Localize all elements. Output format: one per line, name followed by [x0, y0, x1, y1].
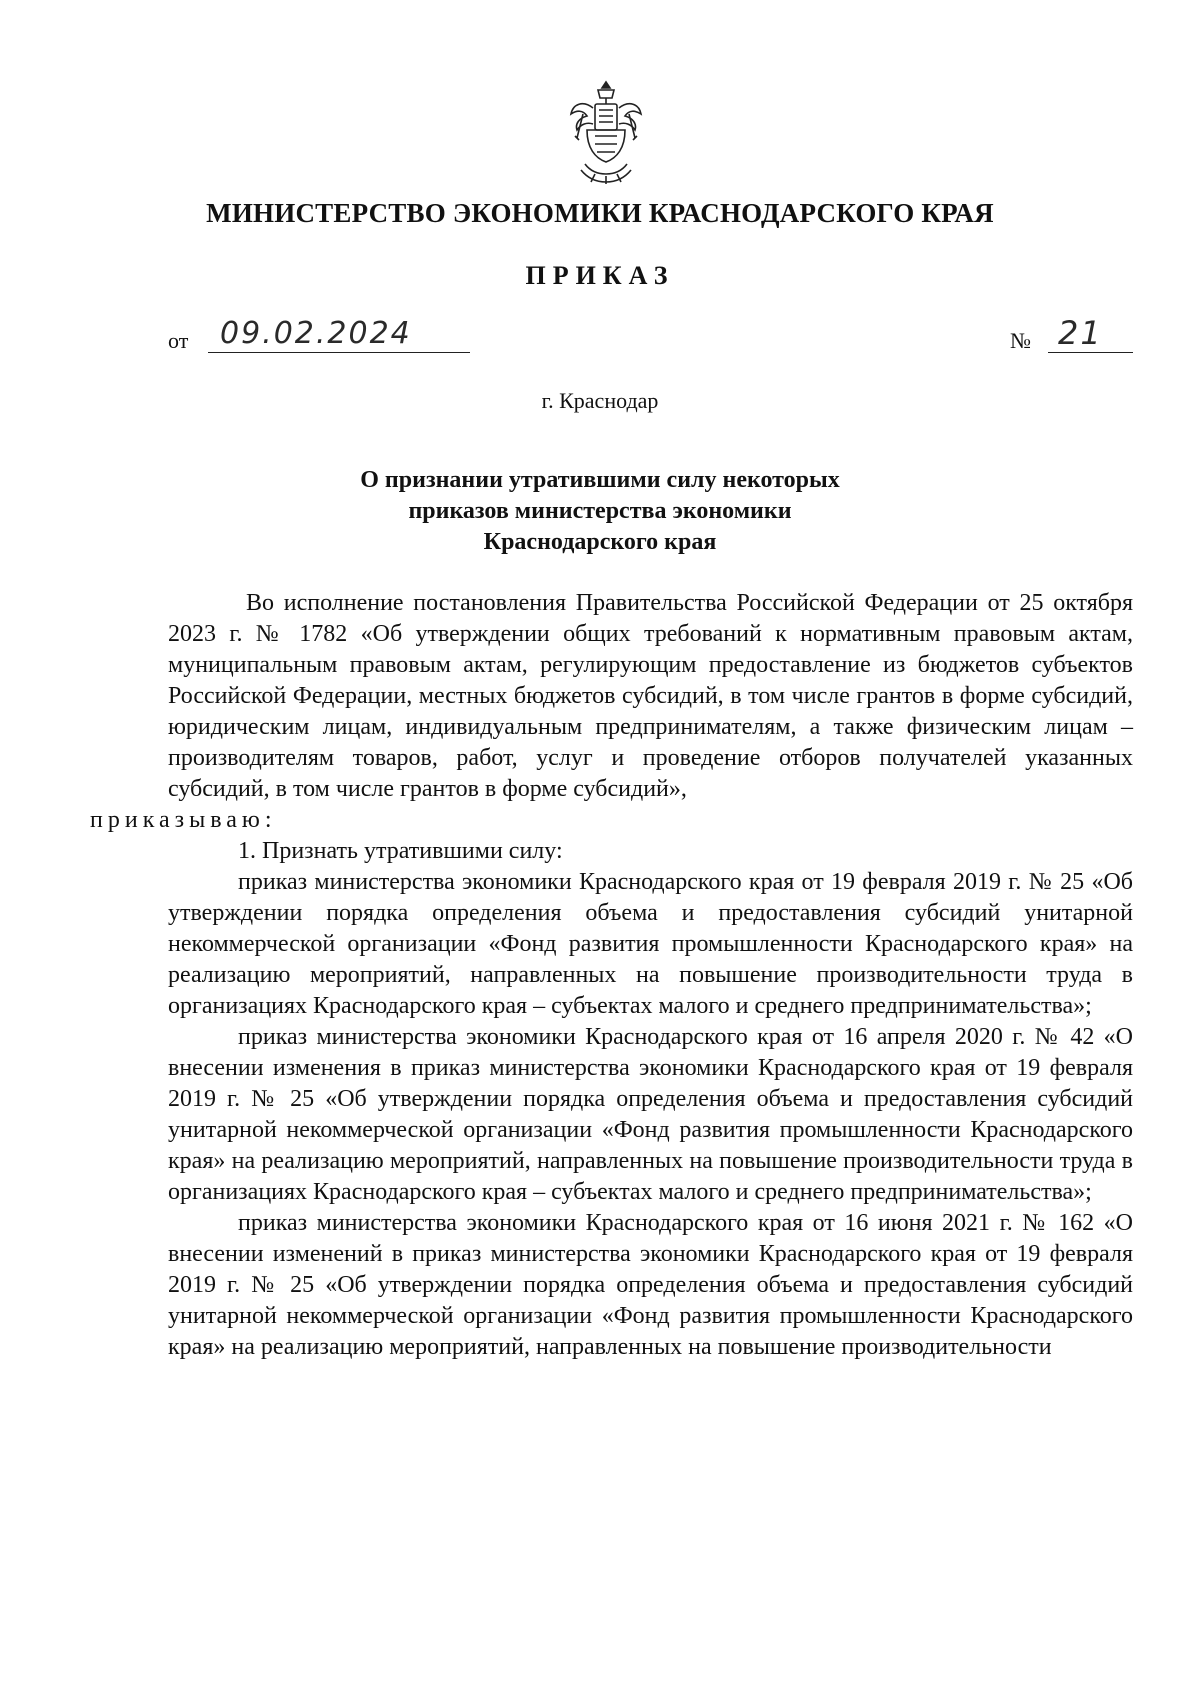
document-subject — [0, 465, 1200, 558]
repealed-order-3: приказ министерства экономики Краснодарского края от 16 июня 2021 г. № 162 «О внесении изменений в приказ министерства экономики Краснодарского края от 19 февраля 2019 г. № 25 «Об утверждении порядка определения объема и предоставления субсидий унитарной некоммерческой организации «Фонд развития промышленности Краснодарского края» на реализацию мероприятий, направленных на повышение производительности — [168, 1210, 1133, 1360]
preamble-text: Во исполнение постановления Правительства Российской Федерации от 25 октября 2023 г. № 1782 «Об утверждении общих требований к нормативным правовым актам, муниципальным правовым актам, регулирующим предоставление из бюджетов субъектов Российской Федерации, местных бюджетов субсидий, в том числе грантов в форме субсидий, юридическим лицам, индивидуальным предпринимателям, а также физическим лицам – производителям товаров, работ, услуг и проведение отборов получателей указанных субсидий, в том числе грантов в форме субсидий», — [168, 590, 1133, 802]
point-1: 1. Признать утратившими силу: — [238, 838, 563, 864]
date-number-row — [168, 314, 1133, 358]
repealed-order-2: приказ министерства экономики Краснодарского края от 16 апреля 2020 г. № 42 «О внесении изменения в приказ министерства экономики Краснодарского края от 19 февраля 2019 г. № 25 «Об утверждении порядка определения объема и предоставления субсидий унитарной некоммерческой организации «Фонд развития промышленности Краснодарского края» на реализацию мероприятий, направленных на повышение производительности труда в организациях Краснодарского края – субъектах малого и среднего предпринимательства»; — [168, 1024, 1133, 1205]
subject-line-2: приказов министерства экономики — [408, 498, 792, 524]
date-value: 09.02.2024 — [220, 316, 412, 351]
number-underline — [1048, 352, 1133, 353]
date-prefix: от — [168, 328, 189, 353]
document-body — [90, 588, 1133, 1363]
subject-line-1: О признании утратившими силу некоторых — [360, 467, 840, 493]
order-word: приказываю: — [90, 807, 277, 833]
preamble-paragraph — [90, 588, 1133, 836]
coat-of-arms-emblem — [565, 78, 647, 186]
date-underline — [208, 352, 470, 353]
subject-line-3: Краснодарского края — [483, 529, 717, 555]
ministry-name: МИНИСТЕРСТВО ЭКОНОМИКИ КРАСНОДАРСКОГО КРАЯ — [206, 198, 994, 228]
city: г. Краснодар — [541, 388, 659, 413]
number-value: 21 — [1058, 314, 1103, 352]
repealed-order-1: приказ министерства экономики Краснодарского края от 19 февраля 2019 г. № 25 «Об утверждении порядка определения объема и предоставления субсидий унитарной некоммерческой организации «Фонд развития промышленности Краснодарского края» на реализацию мероприятий, направленных на повышение производительности труда в организациях Краснодарского края – субъектах малого и среднего предпринимательства»; — [168, 869, 1133, 1019]
document-type: ПРИКАЗ — [525, 261, 675, 290]
number-prefix: № — [1010, 328, 1031, 353]
